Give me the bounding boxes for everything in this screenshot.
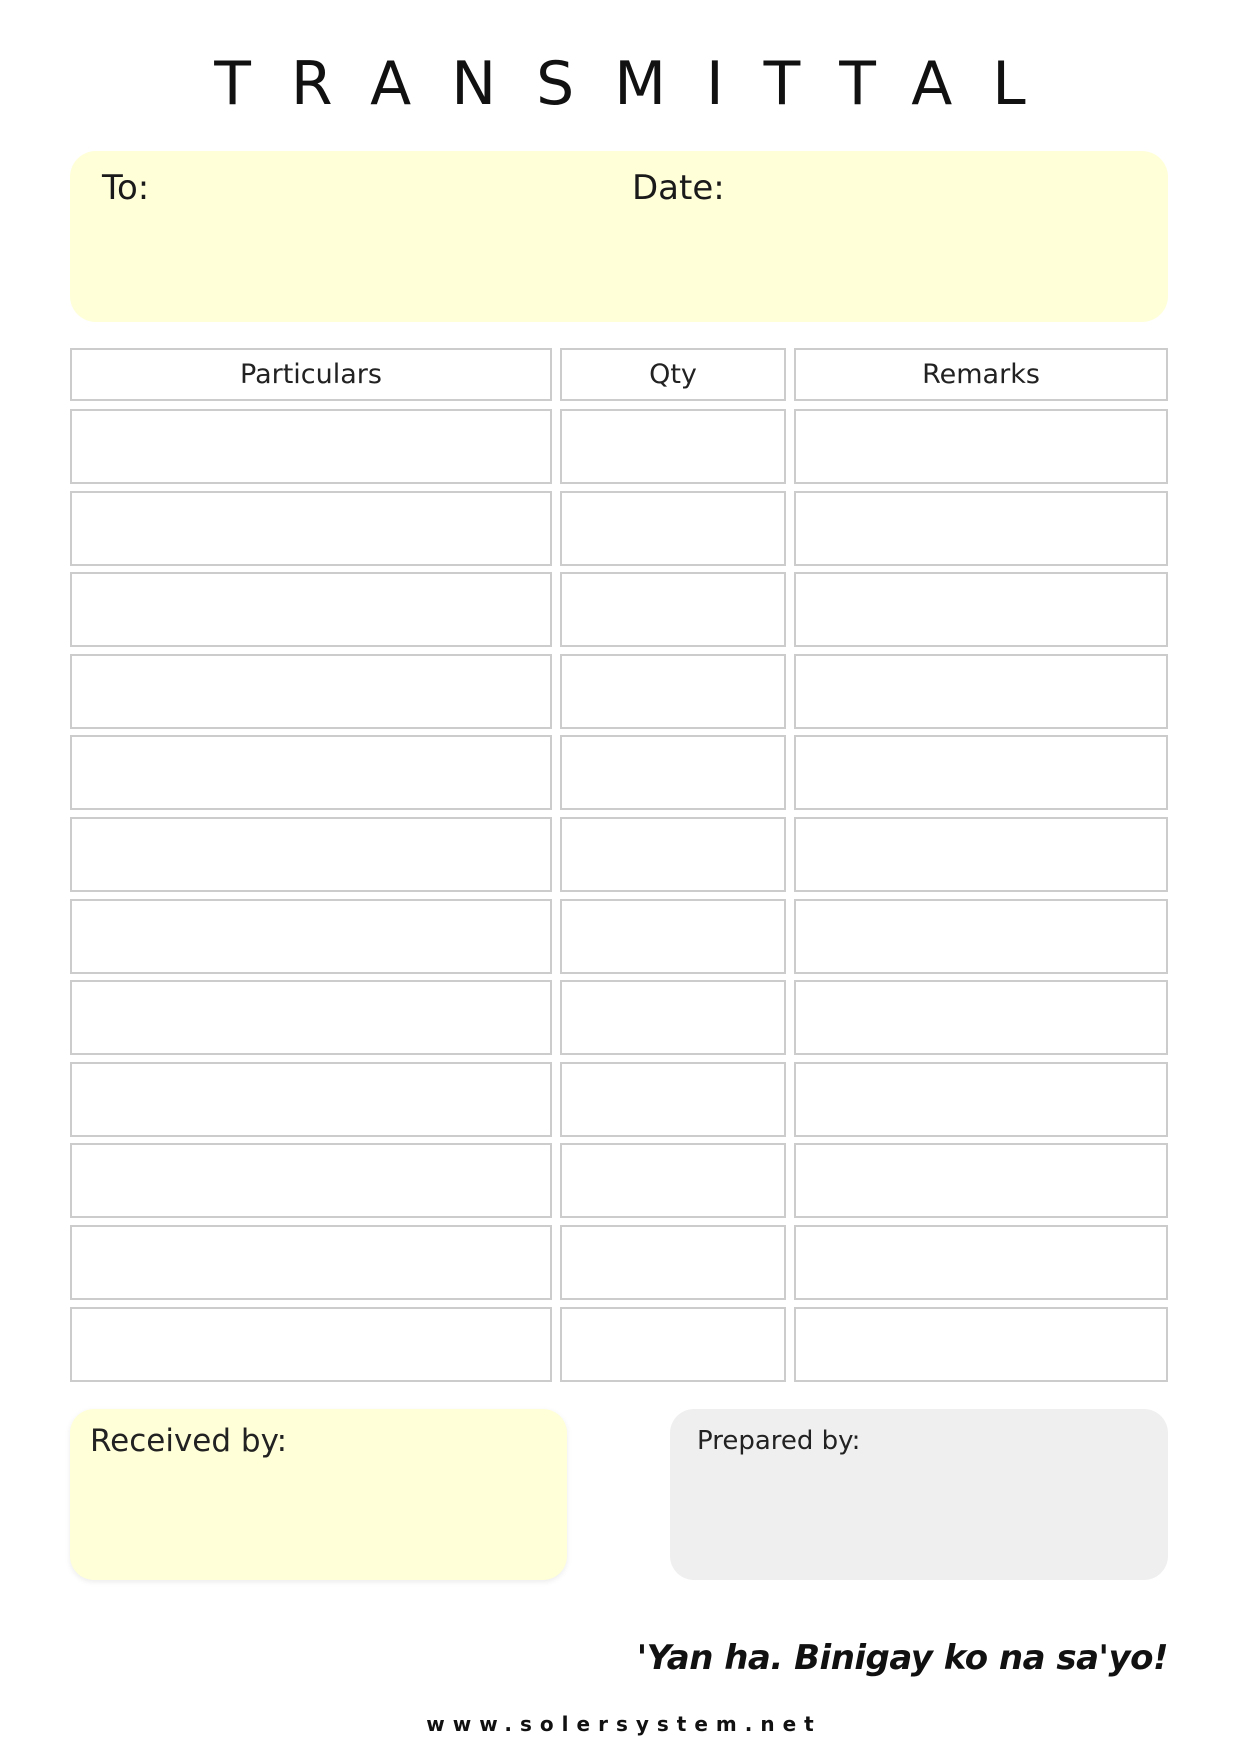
table-cell-remarks[interactable] [794,409,1168,484]
table-cell-remarks[interactable] [794,491,1168,566]
table-cell-qty[interactable] [560,980,786,1055]
table-cell-qty[interactable] [560,491,786,566]
table-cell-remarks[interactable] [794,817,1168,892]
table-cell-particulars[interactable] [70,1143,552,1218]
website-url: www.solersystem.net [426,1712,822,1736]
table-cell-remarks[interactable] [794,654,1168,729]
table-cell-particulars[interactable] [70,491,552,566]
table-cell-remarks[interactable] [794,1062,1168,1137]
table-cell-particulars[interactable] [70,654,552,729]
column-header-qty: Qty [560,348,786,401]
to-field-label: To: [102,168,150,208]
table-cell-particulars[interactable] [70,735,552,810]
table-cell-particulars[interactable] [70,1225,552,1300]
table-cell-qty[interactable] [560,899,786,974]
table-cell-remarks[interactable] [794,1307,1168,1382]
table-cell-particulars[interactable] [70,409,552,484]
table-cell-qty[interactable] [560,1062,786,1137]
column-header-remarks: Remarks [794,348,1168,401]
table-cell-qty[interactable] [560,1225,786,1300]
table-cell-particulars[interactable] [70,899,552,974]
table-cell-qty[interactable] [560,735,786,810]
table-cell-qty[interactable] [560,572,786,647]
prepared-by-panel [670,1409,1168,1580]
table-cell-qty[interactable] [560,1143,786,1218]
prepared-by-label: Prepared by: [697,1426,861,1456]
table-cell-particulars[interactable] [70,1062,552,1137]
table-cell-particulars[interactable] [70,1307,552,1382]
table-cell-particulars[interactable] [70,980,552,1055]
table-cell-particulars[interactable] [70,817,552,892]
document-title: TRANSMITTAL [214,49,1066,119]
received-by-panel [70,1409,567,1580]
table-cell-qty[interactable] [560,1307,786,1382]
table-cell-remarks[interactable] [794,572,1168,647]
footer-tagline: 'Yan ha. Binigay ko na sa'yo! [636,1638,1168,1678]
table-cell-remarks[interactable] [794,735,1168,810]
table-cell-remarks[interactable] [794,1225,1168,1300]
table-cell-remarks[interactable] [794,980,1168,1055]
table-cell-qty[interactable] [560,817,786,892]
recipient-panel [70,151,1168,322]
table-cell-remarks[interactable] [794,899,1168,974]
table-cell-qty[interactable] [560,654,786,729]
column-header-particulars: Particulars [70,348,552,401]
table-cell-remarks[interactable] [794,1143,1168,1218]
table-cell-qty[interactable] [560,409,786,484]
received-by-label: Received by: [90,1423,288,1459]
table-cell-particulars[interactable] [70,572,552,647]
date-field-label: Date: [632,168,725,208]
